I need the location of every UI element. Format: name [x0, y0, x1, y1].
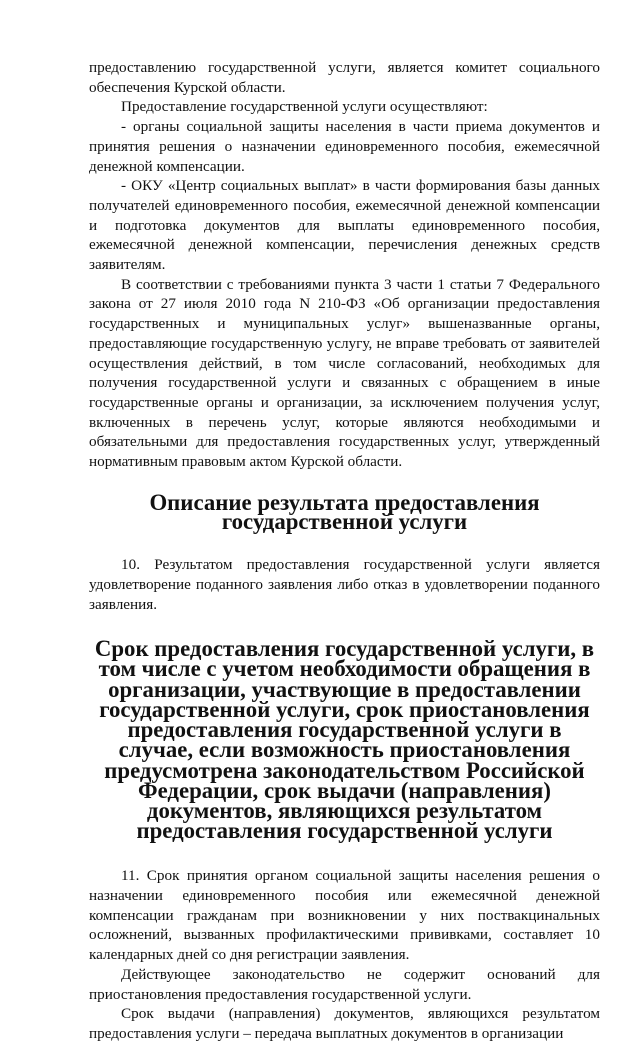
paragraph-no-suspension-grounds: Действующее законодательство не содержит оснований для приостановления предоставления государственной услуги.	[89, 965, 600, 1003]
paragraph-social-protection-bodies: - органы социальной защиты населения в части приема документов и принятия решения о назначении единовременного пособия, ежемесячной денежной компенсации.	[89, 118, 600, 175]
heading-service-term: Срок предоставления государственной услуги, в том числе с учетом необходимости обращения в организации, участвующие в предоставлении государственной услуги, срок приостановления предоставления государственной услуги в случае, если возможность приостановления предусмотрена законодательством Российской Федерации, срок выдачи (направления) документов, являющихся результатом предоставления государственной услуги	[94, 636, 595, 844]
paragraph-documents-issue-term: Срок выдачи (направления) документов, являющихся результатом предоставления услуги – передача выплатных документов в организации	[89, 1005, 600, 1042]
paragraph-federal-law-requirements: В соответствии с требованиями пункта 3 части 1 статьи 7 Федерального закона от 27 июля 2010 года N 210-ФЗ «Об организации предоставления государственных и муниципальных услуг» вышеназванные органы, предоставляющие государственную услугу, не вправе требовать от заявителей осуществления действий, в том числе согласований, необходимых для получения государственной услуги и связанных с обращением в иные государственные органы и организации, за исключением получения услуг, включенных в перечень услуг, которые являются необходимыми и обязательными для предоставления государственных услуг, утвержденный нормативным правовым актом Курской области.	[89, 275, 600, 471]
paragraph-social-payments-center: - ОКУ «Центр социальных выплат» в части формирования базы данных получателей единовременного пособия, ежемесячной денежной компенсации и подготовка документов для выплаты единовременного пособия, ежемесячной денежной компенсации, перечисления денежных средств заявителям.	[89, 177, 600, 274]
paragraph-10-result: 10. Результатом предоставления государственной услуги является удовлетворение поданного заявления либо отказ в удовлетворении поданного заявления.	[89, 556, 600, 613]
paragraph-providers-lead: Предоставление государственной услуги осуществляют:	[121, 98, 488, 116]
heading-result-description: Описание результата предоставления государственной услуги	[149, 489, 540, 535]
paragraph-11-decision-term: 11. Срок принятия органом социальной защиты населения решения о назначении единовременного пособия или ежемесячной денежной компенсации гражданам при возникновении у них поствакцинальных осложнений, вызванных профилактическими прививками, составляет 10 календарных дней со дня регистрации заявления.	[89, 867, 600, 964]
paragraph-intro-continuation: предоставлению государственной услуги, является комитет социального обеспечения Курской области.	[89, 59, 600, 96]
